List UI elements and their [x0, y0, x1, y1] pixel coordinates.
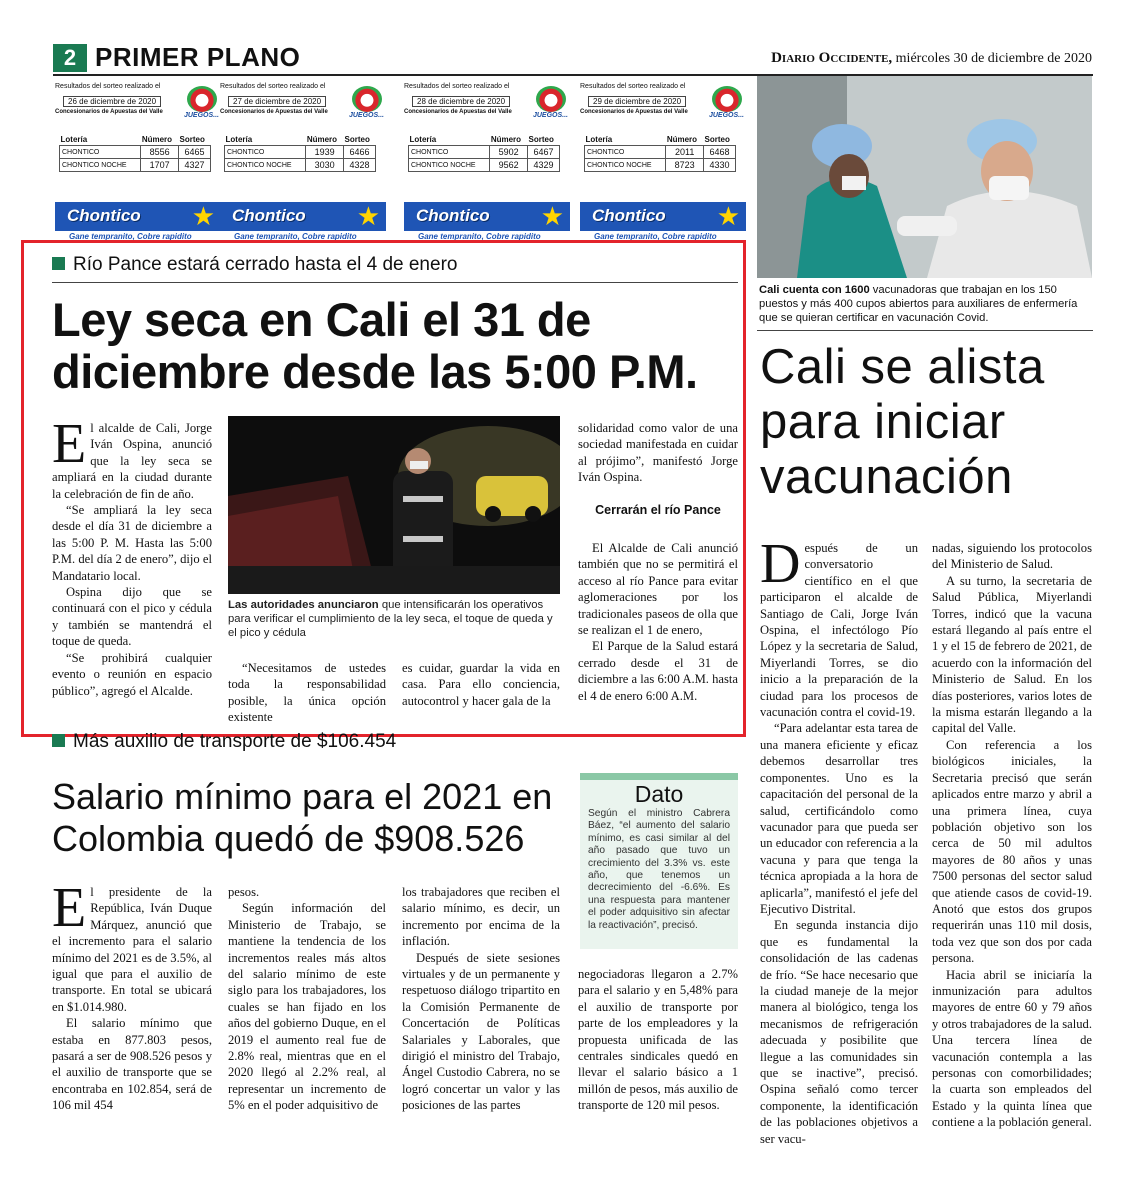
lottery-box — [404, 82, 570, 242]
vaccine-col2-p4: Hacia abril se iniciaría la inmunización para adultos mayores de entre 60 y 79 años y otros trabajadores de la salud. Una tercera línea de vacunación contempla a las personas con comorbilidades; la cuarta son empleados del Estado y la quinta línea que contiene a la población general. — [932, 967, 1092, 1130]
main-col-1 — [52, 413, 212, 699]
salary-col3-p1: los trabajadores que reciben el salario mínimo, es decir, un incremento por encima de la inflación. — [402, 885, 560, 949]
vaccine-col1-p1: espués de un conversatorio científico en el que participaron el alcalde de Santiago de Cali, Jorge Iván Ospina, el infectólogo Pío López y la secretaria de Salud, Miyerlandi Torres, se dio inicio a la preparación de la ciudad para los procesos de vacunación contra el covid-19. — [760, 541, 918, 720]
main-col3-text: es cuidar, guardar la vida en casa. Para ello conciencia, autocontrol y hacer gala de la — [402, 661, 560, 708]
newspaper-name: Diario Occidente, — [771, 50, 893, 66]
row1-number: 2011 — [666, 146, 704, 159]
row2-number: 9562 — [490, 159, 528, 172]
dato-bar — [580, 773, 738, 780]
main-col2-text: “Necesitamos de ustedes toda la responsabilidad posible, la única opción existente — [228, 661, 386, 725]
lottery-concession: Concesionarios de Apuestas del Valle — [580, 109, 688, 115]
row1-name: CHONTICO — [225, 146, 306, 159]
main-kicker — [52, 254, 457, 276]
masthead — [771, 50, 1092, 67]
row2-draw: 4330 — [704, 159, 736, 172]
chontico-slogan: Gane tempranito, Cobre rapidito — [55, 231, 221, 242]
row2-number: 1707 — [141, 159, 179, 172]
lottery-table — [224, 134, 376, 172]
lottery-box — [220, 82, 386, 242]
chontico-banner — [404, 202, 570, 242]
lottery-concession: Concesionarios de Apuestas del Valle — [220, 109, 328, 115]
col-loteria: Lotería — [225, 135, 253, 144]
vaccination-photo — [757, 76, 1092, 278]
row1-draw: 6467 — [528, 146, 560, 159]
row2-number: 3030 — [306, 159, 344, 172]
juegos-label: JUEGOS... — [348, 112, 384, 119]
lottery-concession: Concesionarios de Apuestas del Valle — [55, 109, 163, 115]
dropcap: E — [52, 413, 87, 475]
chontico-slogan: Gane tempranito, Cobre rapidito — [220, 231, 386, 242]
lottery-date: 26 de diciembre de 2020 — [63, 96, 161, 107]
vaccine-col-2 — [932, 540, 1092, 1131]
row1-number: 1939 — [306, 146, 344, 159]
col-sorteo: Sorteo — [704, 135, 730, 144]
vaccine-col2-p2: A su turno, la secretaria de Salud Pública, Miyerlandi Torres, indicó que la vacuna estará llegando al país entre el 1 y el 15 de febrero de 2021, de acuerdo con la información del Ministerio de Salud. En los días posteriores, varios lotes de la misma estarán llegando a la capital del Valle. — [932, 573, 1092, 736]
main-col-4-top — [578, 420, 738, 486]
row1-number: 5902 — [490, 146, 528, 159]
vaccine-headline: Cali se alista para iniciar vacunación — [760, 340, 1045, 504]
row2-draw: 4327 — [179, 159, 211, 172]
row2-draw: 4328 — [344, 159, 376, 172]
juegos-logo-icon — [536, 86, 566, 112]
lottery-table — [584, 134, 736, 172]
row2-name: CHONTICO NOCHE — [60, 159, 141, 172]
chontico-brand: Chontico — [67, 206, 141, 225]
main-col4-p1: El Alcalde de Cali anunció también que no se permitirá el acceso al río Pance para evitar aglomeraciones por los tradicionales paseos de olla que se realizan el 1 de enero, — [578, 541, 738, 638]
main-col1-p1: l alcalde de Cali, Jorge Iván Ospina, anunció que la ley seca se ampliará en la ciudad durante la celebración de fin de año. — [52, 421, 212, 501]
kicker-rule — [52, 282, 738, 283]
main-col1-p4: “Se prohibirá cualquier evento o reunión en espacio público”, agregó el Alcalde. — [52, 650, 212, 698]
lottery-date: 27 de diciembre de 2020 — [228, 96, 326, 107]
row2-name: CHONTICO NOCHE — [409, 159, 490, 172]
dato-box — [580, 773, 738, 949]
chontico-brand: Chontico — [232, 206, 306, 225]
row1-draw: 6465 — [179, 146, 211, 159]
section-title: PRIMER PLANO — [95, 42, 301, 72]
col-sorteo: Sorteo — [179, 135, 205, 144]
juegos-label: JUEGOS... — [183, 112, 219, 119]
row1-name: CHONTICO — [585, 146, 666, 159]
juegos-label: JUEGOS... — [532, 112, 568, 119]
chontico-brand: Chontico — [592, 206, 666, 225]
col-loteria: Lotería — [585, 135, 613, 144]
star-icon: ★ — [356, 202, 380, 231]
salary-col2-p1: pesos. — [228, 885, 260, 899]
main-col-4-bottom — [578, 540, 738, 704]
col-numero: Número — [490, 135, 522, 144]
row1-draw: 6468 — [704, 146, 736, 159]
main-col1-p3: Ospina dijo que se continuará con el pico y cédula y también se mantendrá el toque de queda. — [52, 585, 212, 649]
vaccine-col-1 — [760, 533, 918, 1147]
salary-col4-text: negociadoras llegaron a 2.7% para el salario y en 5,48% para el auxilio de transporte por parte de los empleadores y la propuesta unificada de las centrales sindicales quedó en llevar el salario básico a 1 millón de pesos, más auxilio de transporte de 120 mil pesos. — [578, 967, 738, 1113]
vaccine-caption-text: vacunadoras que trabajan en los 150 puestos y más 400 cupos abiertos para auxiliares de enfermería que se quieran certificar en vacunación Covid. — [759, 284, 1078, 324]
salary-col-3 — [402, 884, 560, 1114]
row1-name: CHONTICO — [60, 146, 141, 159]
col-numero: Número — [141, 135, 173, 144]
col-loteria: Lotería — [60, 135, 88, 144]
vaccine-caption-lead: Cali cuenta con 1600 — [759, 284, 870, 296]
row1-number: 8556 — [141, 146, 179, 159]
main-kicker-text: Río Pance estará cerrado hasta el 4 de enero — [73, 254, 458, 275]
main-col-3 — [402, 660, 560, 709]
row2-name: CHONTICO NOCHE — [585, 159, 666, 172]
lottery-caption: Resultados del sorteo realizado el — [220, 83, 326, 90]
main-col-2 — [228, 660, 386, 726]
salary-kicker-text: Más auxilio de transporte de $106.454 — [73, 731, 397, 752]
chontico-banner — [580, 202, 746, 242]
kicker-square-icon — [52, 257, 65, 270]
col-numero: Número — [306, 135, 338, 144]
vaccine-col1-p2: “Para adelantar esta tarea de una manera eficiente y eficaz debemos desarrollar tres componentes. Uno es la capacitación del personal de la salud, certificándolo como vacunador para que pueda ser un educador con referencia a la vacuna y para que tenga la técnica apropiada a la hora de aplicarla”, manifestó el jefe del Ejecutivo Distrital. — [760, 721, 918, 916]
kicker-square-icon — [52, 734, 65, 747]
row2-draw: 4329 — [528, 159, 560, 172]
juegos-logo-icon — [187, 86, 217, 112]
row1-draw: 6466 — [344, 146, 376, 159]
salary-col1-p2: El salario mínimo que estaba en 877.803 pesos, pasará a ser de 908.526 pesos y el auxilio de transporte que se encontraba en 102.854, será de 106 mil 454 — [52, 1016, 212, 1113]
main-col1-p2: “Se ampliará la ley seca desde el día 31 de diciembre a las 5:00 P. M. Hasta las 5:00 P.M. del día 2 de enero”, dijo el Mandatario local. — [52, 503, 212, 583]
lottery-caption: Resultados del sorteo realizado el — [55, 83, 161, 90]
salary-col3-p2: Después de siete sesiones virtuales y de un permanente y respetuoso diálogo tripartito en la Comisión Permanente de Concertación de Políticas Salariales y Laborales, que dirigió el ministro del Trabajo, Ángel Custodio Cabrera, no se logró concertar un valor y las posiciones de las partes — [402, 950, 560, 1113]
salary-dropcap: E — [52, 877, 87, 939]
vaccine-dropcap: D — [760, 533, 801, 595]
chontico-slogan: Gane tempranito, Cobre rapidito — [580, 231, 746, 242]
lottery-table — [59, 134, 211, 172]
issue-date: miércoles 30 de diciembre de 2020 — [895, 51, 1092, 66]
row1-name: CHONTICO — [409, 146, 490, 159]
lottery-box — [580, 82, 746, 242]
lottery-box — [55, 82, 221, 242]
lottery-concession: Concesionarios de Apuestas del Valle — [404, 109, 512, 115]
star-icon: ★ — [540, 202, 564, 231]
salary-col-1 — [52, 877, 212, 1114]
col-loteria: Lotería — [409, 135, 437, 144]
vaccine-caption-rule — [757, 330, 1093, 331]
row2-number: 8723 — [666, 159, 704, 172]
col-sorteo: Sorteo — [528, 135, 554, 144]
chontico-banner — [55, 202, 221, 242]
lottery-table — [408, 134, 560, 172]
lottery-date: 29 de diciembre de 2020 — [588, 96, 686, 107]
photo-caption-text: que intensificarán los operativos para verificar el cumplimiento de la ley seca, el toque de queda y el pico y cédula — [228, 599, 553, 639]
col-numero: Número — [666, 135, 698, 144]
vaccine-col2-p3: Con referencia a los biológicos iniciales, la Secretaria precisó que serán aplicados entre marzo y abril a una primera línea, cuya población objetivo son los cerca de 50 mil adultos mayores de 80 años y unas 7500 personas del sector salud que atiende casos de covid-19. Anotó que estos dos grupos requerirán unas 110 mil dosis, toda vez que son dos por cada persona. — [932, 737, 1092, 966]
star-icon: ★ — [716, 202, 740, 231]
star-icon: ★ — [191, 202, 215, 231]
dato-title: Dato — [634, 781, 684, 807]
vaccine-col2-p1: nadas, siguiendo los protocolos del Ministerio de Salud. — [932, 541, 1092, 572]
salary-col1-p1: l presidente de la República, Iván Duque Márquez, anunció que el incremento para el salario mínimo del 2021 es de 3.5%, al igual que para el auxilio de transporte. En total se ubicará en $1.014.980. — [52, 885, 212, 1014]
photo-caption-lead: Las autoridades anunciaron — [228, 599, 379, 611]
salary-col-2 — [228, 884, 386, 1114]
col-sorteo: Sorteo — [344, 135, 370, 144]
vaccine-photo-caption — [759, 283, 1093, 325]
photo-caption — [228, 598, 562, 640]
main-headline: Ley seca en Cali el 31 de diciembre desde las 5:00 P.M. — [52, 293, 698, 398]
salary-kicker — [52, 731, 396, 753]
page-number: 2 — [53, 44, 87, 72]
main-col4-p2: El Parque de la Salud estará cerrado desde el 31 de diciembre a las 6:00 A.M. hasta el 4 de enero 6:00 A.M. — [578, 639, 738, 703]
salary-col2-p2: Según información del Ministerio de Trabajo, se mantiene la tendencia de los incrementos reales más altos del salario mínimo de este siglo para los trabajadores, los cuales se han fijado en los años del gobierno Duque, en el 2019 el aumento real fue de 2.8% real, mientras que en el 2020 llegó al 2.2% real, al representar un incremento de 5% en el poder adquisitivo de — [228, 901, 386, 1113]
lottery-caption: Resultados del sorteo realizado el — [404, 83, 510, 90]
pance-subhead: Cerrarán el río Pance — [595, 503, 721, 517]
chontico-slogan: Gane tempranito, Cobre rapidito — [404, 231, 570, 242]
juegos-logo-icon — [712, 86, 742, 112]
main-col4-top: solidaridad como valor de una sociedad manifestada en cuidar al prójimo”, manifestó Jorge Iván Ospina. — [578, 421, 738, 485]
lottery-date: 28 de diciembre de 2020 — [412, 96, 510, 107]
chontico-brand: Chontico — [416, 206, 490, 225]
row2-name: CHONTICO NOCHE — [225, 159, 306, 172]
police-checkpoint-photo — [228, 416, 560, 594]
juegos-logo-icon — [352, 86, 382, 112]
vaccine-col1-p3: En segunda instancia dijo que es fundamental la consolidación de las cadenas de frío. “Se hace necesario que la ciudad maneje de la mejor manera al biológico, tenga los mecanismos de refrigeración adecuada y posibilite que llegue a las comunidades sin que se inactive”, precisó. Ospina señaló como tercer componente, la identificación de las poblaciones objetivos a ser vacu- — [760, 918, 918, 1146]
lottery-caption: Resultados del sorteo realizado el — [580, 83, 686, 90]
juegos-label: JUEGOS... — [708, 112, 744, 119]
salary-headline: Salario mínimo para el 2021 en Colombia quedó de $908.526 — [52, 776, 553, 859]
chontico-banner — [220, 202, 386, 242]
salary-col-4 — [578, 966, 738, 1114]
dato-text: Según el ministro Cabrera Báez, “el aumento del salario mínimo, es casi similar al del año pasado que tuvo un crecimiento del 3.3% vs. este año, que tenemos un decrecimiento del -6.6%. Es una respuesta para mantener el poder adquisitivo sin afectar la reactivación”, precisó. — [588, 808, 730, 931]
